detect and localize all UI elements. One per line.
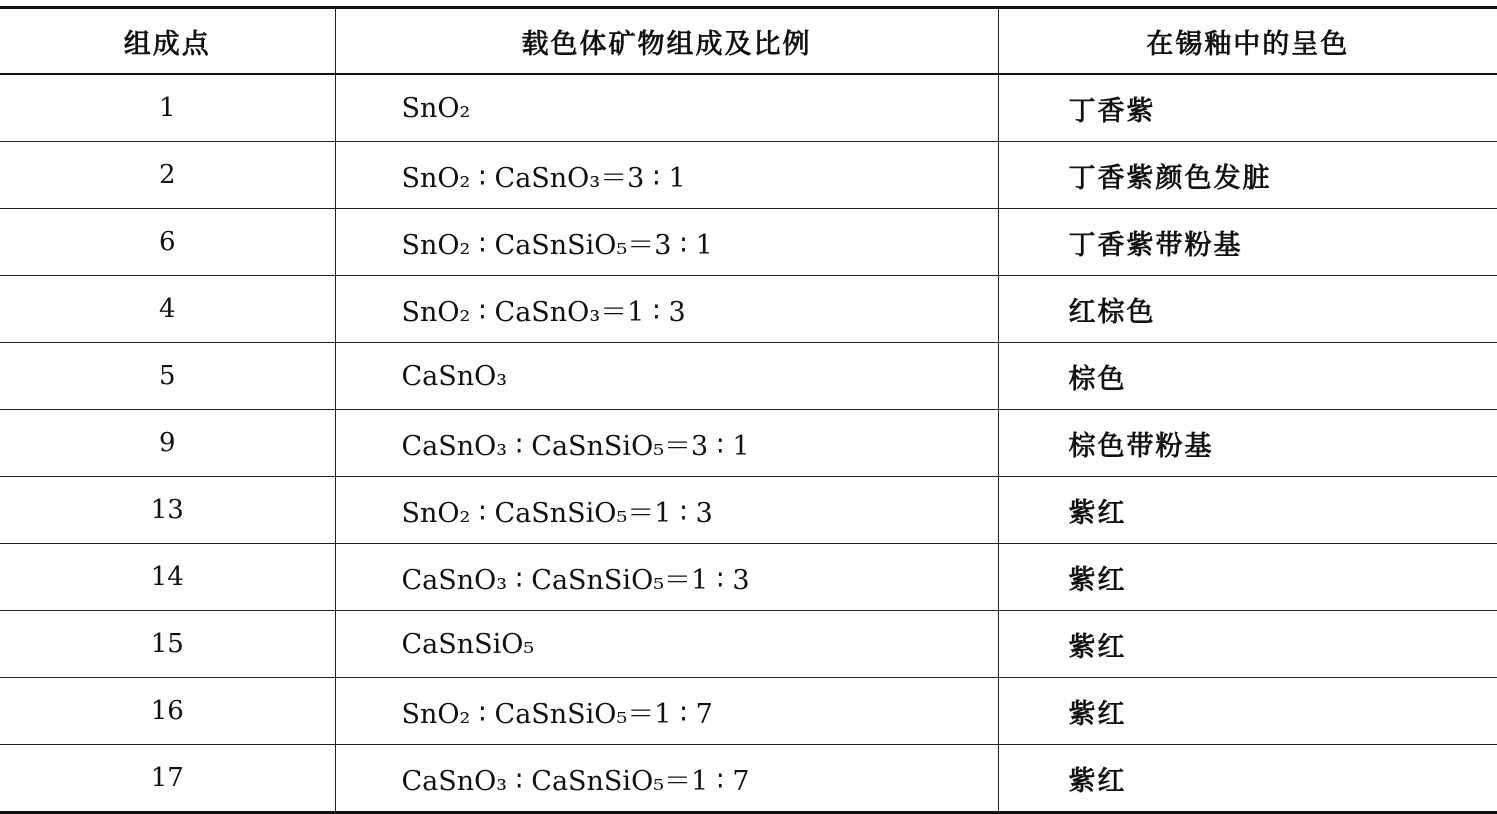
cell-composition: CaSnSiO₅ <box>335 611 998 678</box>
cell-composition: CaSnO₃ <box>335 343 998 410</box>
table-row <box>0 74 1497 142</box>
cell-point: 13 <box>0 477 335 544</box>
table-body <box>0 74 1497 813</box>
cell-point: 17 <box>0 745 335 813</box>
composition-table-container <box>0 6 1497 814</box>
cell-composition: SnO₂ ∶ CaSnSiO₅＝1 ∶ 7 <box>335 678 998 745</box>
cell-color: 紫红 <box>998 611 1497 678</box>
cell-point: 4 <box>0 276 335 343</box>
table-row <box>0 276 1497 343</box>
cell-composition: SnO₂ ∶ CaSnO₃＝3 ∶ 1 <box>335 142 998 209</box>
cell-composition: SnO₂ ∶ CaSnO₃＝1 ∶ 3 <box>335 276 998 343</box>
cell-color: 紫红 <box>998 745 1497 813</box>
cell-color: 红棕色 <box>998 276 1497 343</box>
cell-point: 6 <box>0 209 335 276</box>
table-row <box>0 611 1497 678</box>
table-row <box>0 343 1497 410</box>
cell-point: 14 <box>0 544 335 611</box>
cell-composition: CaSnO₃ ∶ CaSnSiO₅＝1 ∶ 7 <box>335 745 998 813</box>
cell-point: 15 <box>0 611 335 678</box>
cell-color: 紫红 <box>998 477 1497 544</box>
table-row <box>0 544 1497 611</box>
cell-composition: SnO₂ ∶ CaSnSiO₅＝1 ∶ 3 <box>335 477 998 544</box>
header-point: 组成点 <box>0 8 335 75</box>
cell-point: 2 <box>0 142 335 209</box>
cell-composition: SnO₂ <box>335 74 998 142</box>
cell-composition: CaSnO₃ ∶ CaSnSiO₅＝3 ∶ 1 <box>335 410 998 477</box>
table-row <box>0 477 1497 544</box>
cell-point: 1 <box>0 74 335 142</box>
cell-color: 紫红 <box>998 678 1497 745</box>
cell-color: 丁香紫 <box>998 74 1497 142</box>
header-composition: 载色体矿物组成及比例 <box>335 8 998 75</box>
cell-point: 9 <box>0 410 335 477</box>
cell-color: 丁香紫带粉基 <box>998 209 1497 276</box>
cell-color: 丁香紫颜色发脏 <box>998 142 1497 209</box>
table-row <box>0 142 1497 209</box>
table-row <box>0 209 1497 276</box>
table-row <box>0 410 1497 477</box>
composition-table <box>0 6 1497 814</box>
header-row <box>0 8 1497 75</box>
header-color: 在锡釉中的呈色 <box>998 8 1497 75</box>
cell-composition: CaSnO₃ ∶ CaSnSiO₅＝1 ∶ 3 <box>335 544 998 611</box>
cell-point: 5 <box>0 343 335 410</box>
cell-point: 16 <box>0 678 335 745</box>
cell-color: 紫红 <box>998 544 1497 611</box>
cell-color: 棕色 <box>998 343 1497 410</box>
cell-color: 棕色带粉基 <box>998 410 1497 477</box>
table-row <box>0 745 1497 813</box>
table-row <box>0 678 1497 745</box>
table-header <box>0 8 1497 75</box>
cell-composition: SnO₂ ∶ CaSnSiO₅＝3 ∶ 1 <box>335 209 998 276</box>
